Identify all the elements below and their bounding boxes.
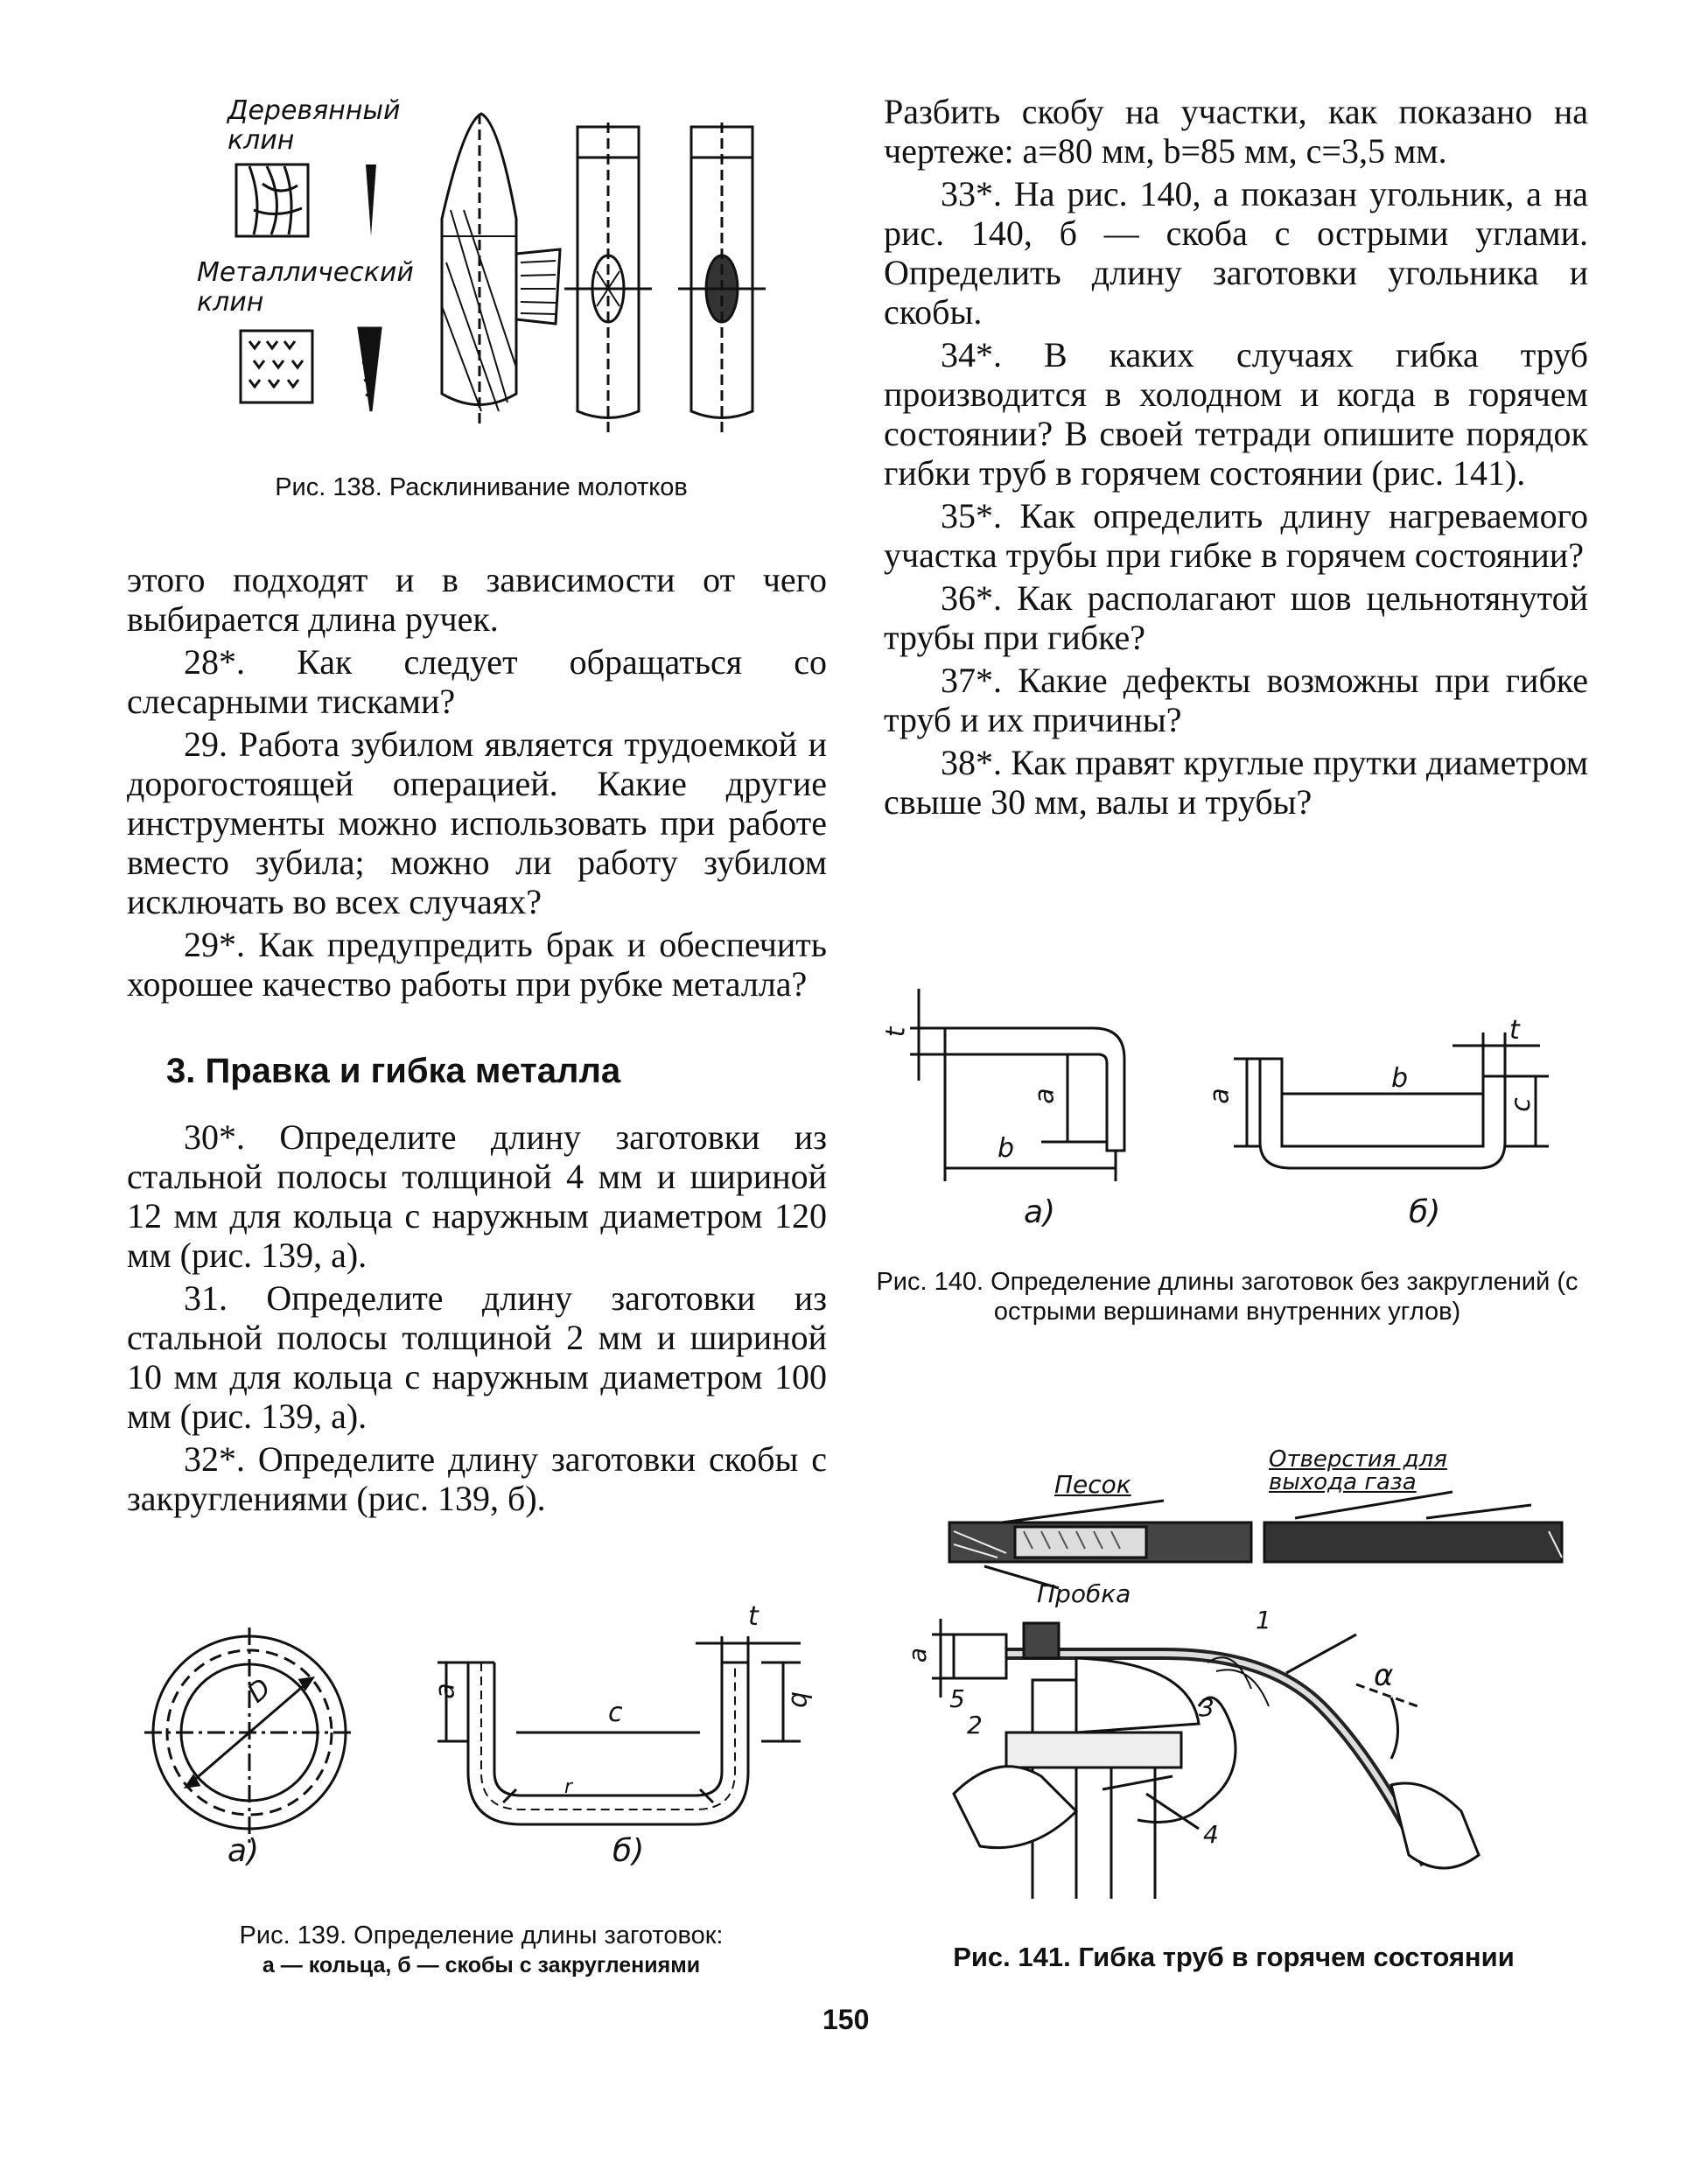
- metal-wedge-square: [241, 331, 312, 402]
- fig139-dim-b: b: [785, 1690, 816, 1709]
- fig140-label-b: б): [1409, 1194, 1441, 1230]
- hammer-wedging-drawing: [201, 88, 814, 438]
- figure-139-caption-title: Рис. 139. Определение длины заготовок:: [239, 1922, 724, 1950]
- figure-141-caption: Рис. 141. Гибка труб в горячем состоянии: [953, 1942, 1515, 1972]
- fig140-bracket-dim-t: t: [1509, 1015, 1520, 1046]
- fig141-dim-a: a: [903, 1647, 933, 1663]
- fig140-angle-dim-b: b: [998, 1133, 1015, 1164]
- question-30: 30*. Определите длину заготовки из стальной полосы толщиной 4 мм и шириной 12 мм для кольца с наружным диаметром 120 мм (рис. 139, а).: [127, 1117, 827, 1275]
- hammer-handle-section: [442, 114, 560, 429]
- fig141-num-4: 4: [1203, 1820, 1219, 1849]
- section-title: 3. Правка и гибка металла: [166, 1052, 621, 1090]
- wood-wedge-side: [366, 164, 376, 236]
- figure-140: [880, 980, 1592, 1242]
- fig141-sand-label: Песок: [1054, 1470, 1131, 1499]
- fig140-angle-dim-a: a: [1029, 1088, 1060, 1104]
- question-31: 31. Определите длину заготовки из стальной полосы толщиной 2 мм и шириной 10 мм для кольца с наружным диаметром 100 мм (рис. 139, а).: [127, 1278, 827, 1436]
- question-33: 33*. На рис. 140, а показан угольник, а на рис. 140, б — скоба с острыми углами. Определить длину заготовки угольника и скобы.: [884, 174, 1588, 332]
- question-37: 37*. Какие дефекты возможны при гибке труб и их причины?: [884, 661, 1588, 739]
- fig139-label-b: б): [612, 1833, 645, 1869]
- fig140-bracket-dim-c: c: [1505, 1097, 1536, 1112]
- fig141-plug-label: Пробка: [1037, 1579, 1131, 1608]
- angle-drawing: [892, 980, 1155, 1208]
- page-number: 150: [822, 2004, 870, 2035]
- figure-139: [136, 1601, 836, 1899]
- question-32: 32*. Определите длину заготовки скобы с закруглениями (рис. 139, б).: [127, 1439, 827, 1518]
- fig140-bracket-dim-b: b: [1391, 1063, 1409, 1094]
- fig139-dim-a: a: [430, 1683, 461, 1699]
- sharp-bracket-drawing: [1225, 980, 1592, 1208]
- wood-wedge-square: [236, 164, 308, 236]
- fig141-alpha: α: [1374, 1658, 1394, 1693]
- fig141-num-3: 3: [1199, 1693, 1214, 1722]
- figure-140-caption: Рис. 140. Определение длины заготовок без закруглений (с острыми вершинами внутренних углов): [876, 1268, 1578, 1326]
- fig139-dim-c: c: [608, 1698, 623, 1728]
- fig141-num-1: 1: [1256, 1606, 1271, 1634]
- figure-138: [197, 88, 814, 438]
- question-35: 35*. Как определить длину нагреваемого участка трубы при гибке в горячем состоянии?: [884, 496, 1588, 575]
- question-28: 28*. Как следует обращаться со слесарными тисками?: [127, 642, 827, 721]
- fig139-dim-D: D: [242, 1672, 277, 1710]
- question-29-star: 29*. Как предупредить брак и обеспечить хорошее качество работы при рубке металла?: [127, 925, 827, 1004]
- wood-wedge-label: Деревянный клин: [228, 95, 401, 156]
- question-38: 38*. Как правят круглые прутки диаметром свыше 30 мм, валы и трубы?: [884, 743, 1588, 822]
- left-column: [127, 560, 827, 1522]
- hammer-head-front: [564, 122, 652, 438]
- question-36: 36*. Как располагают шов цельнотянутой трубы при гибке?: [884, 578, 1588, 657]
- fig140-label-a: а): [1024, 1194, 1056, 1230]
- hot-pipe-bending-drawing: [901, 1444, 1592, 1916]
- fig140-bracket-dim-a: a: [1204, 1088, 1236, 1104]
- fig139-dim-t: t: [748, 1601, 759, 1632]
- hammer-head-back: [678, 122, 766, 438]
- fig139-label-a: а): [228, 1833, 260, 1869]
- fig141-num-5: 5: [949, 1684, 965, 1713]
- fig141-holes-label: Отверстия для выхода газа: [1269, 1446, 1447, 1495]
- fig140-angle-dim-t: t: [880, 1026, 912, 1038]
- figure-141: [901, 1444, 1592, 1916]
- metal-wedge-side: [359, 328, 381, 411]
- figure-139-caption: [140, 1921, 822, 1980]
- question-29: 29. Работа зубилом является трудоемкой и дорогостоящей операцией. Какие другие инструменты можно использовать при работе вместо зубила; можно ли работу зубилом исключать во всех случаях?: [127, 724, 827, 921]
- metal-wedge-label: Металлический клин: [197, 257, 414, 318]
- question-34: 34*. В каких случаях гибка труб производится в холодном и когда в горячем состоянии? В своей тетради опишите порядок гибки труб в горячем состоянии (рис. 141).: [884, 335, 1588, 493]
- fig139-dim-r: r: [564, 1776, 573, 1798]
- left-paragraph-1: этого подходят и в зависимости от чего выбирается длина ручек.: [127, 560, 827, 639]
- figure-138-caption: Рис. 138. Расклинивание молотков: [275, 473, 688, 501]
- figure-139-caption-sub: а — кольца, б — скобы с закруглениями: [262, 1953, 701, 1978]
- right-paragraph-1: Разбить скобу на участки, как показано на чертеже: а=80 мм, b=85 мм, с=3,5 мм.: [884, 92, 1588, 171]
- fig141-num-2: 2: [967, 1711, 983, 1740]
- right-column: [884, 92, 1588, 825]
